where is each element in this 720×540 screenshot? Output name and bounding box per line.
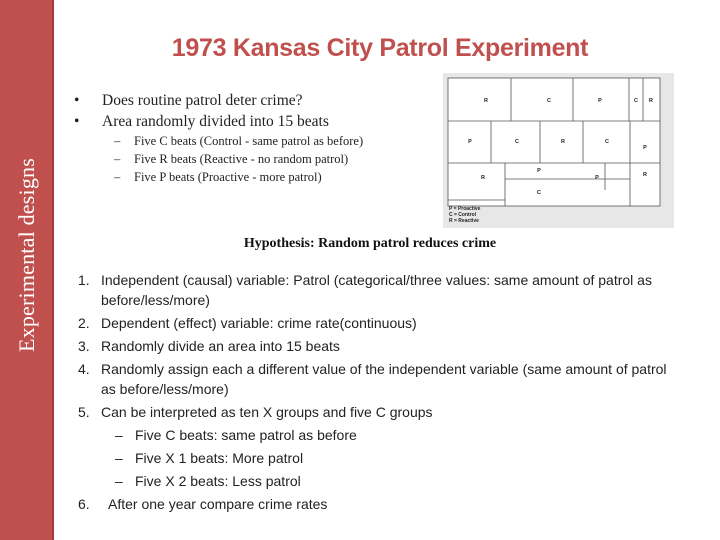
sub-list-dash: – [115, 427, 123, 443]
list-item [78, 336, 678, 356]
sub-bullet-dash: – [114, 170, 121, 184]
bullet-text: Area randomly divided into 15 beats [102, 113, 329, 130]
bullet-item [74, 111, 444, 132]
sub-bullet-text: Five C beats (Control - same patrol as before) [134, 134, 364, 148]
sidebar [0, 0, 54, 540]
bullet-item [74, 90, 444, 111]
sub-bullet-item [74, 132, 444, 150]
beat-label: R [561, 139, 565, 145]
list-number: 5. [78, 404, 90, 420]
sub-list-text: Five X 2 beats: Less patrol [135, 473, 301, 489]
sub-list-dash: – [115, 450, 123, 466]
beat-label: P [537, 168, 541, 174]
bullet-dot: • [74, 113, 80, 130]
beat-label: R [643, 172, 647, 178]
list-number: 2. [78, 315, 90, 331]
beat-label: C [515, 139, 519, 145]
sub-bullet-item [74, 168, 444, 186]
legend-item: P = Proactive [449, 206, 481, 212]
beat-label: C [547, 98, 551, 104]
sub-list-dash: – [115, 473, 123, 489]
sub-bullet-dash: – [114, 152, 121, 166]
sub-bullet-text: Five R beats (Reactive - no random patrol) [134, 152, 349, 166]
beat-label: C [634, 98, 638, 104]
list-number: 1. [78, 272, 90, 288]
sub-list-text: Five C beats: same patrol as before [135, 427, 357, 443]
hypothesis-heading: Hypothesis: Random patrol reduces crime [243, 236, 497, 251]
sub-list-item [78, 425, 678, 445]
numbered-list [78, 270, 678, 514]
list-number: 4. [78, 361, 90, 377]
sub-bullet-dash: – [114, 134, 121, 148]
sub-list-item [78, 471, 678, 491]
legend-item: C = Control [449, 212, 477, 218]
sub-list-item [78, 448, 678, 468]
beat-map [443, 73, 674, 228]
list-item [78, 359, 678, 399]
legend-item: R = Reactive [449, 218, 479, 224]
list-item [78, 402, 678, 422]
sub-list-text: Five X 1 beats: More patrol [135, 450, 304, 466]
beat-label: P [595, 175, 599, 181]
list-number: 6. [78, 496, 90, 512]
list-text: Independent (causal) variable: Patrol (categorical/three values: same amount of patrol as before/less/more) [101, 272, 652, 308]
bullet-dot: • [74, 92, 80, 109]
list-text: Can be interpreted as ten X groups and five C groups [101, 404, 433, 420]
list-item [78, 494, 678, 514]
list-number: 3. [78, 338, 90, 354]
beat-label: P [598, 98, 602, 104]
beat-label: P [643, 145, 647, 151]
slide-title: 1973 Kansas City Patrol Experiment [171, 34, 589, 62]
list-text: Randomly assign each a different value of the independent variable (same amount of patrol as before/less/more) [101, 361, 667, 397]
beat-label: C [605, 139, 609, 145]
list-text: Randomly divide an area into 15 beats [101, 338, 340, 354]
list-text: After one year compare crime rates [108, 496, 328, 512]
beat-map-image [443, 73, 674, 228]
list-text: Dependent (effect) variable: crime rate(continuous) [101, 315, 417, 331]
beat-label: P [468, 139, 472, 145]
beat-label: R [481, 175, 485, 181]
beat-label: R [649, 98, 653, 104]
list-item [78, 313, 678, 333]
sidebar-title: Experimental designs [14, 157, 39, 353]
sub-bullet-text: Five P beats (Proactive - more patrol) [134, 170, 322, 184]
sub-bullet-item [74, 150, 444, 168]
map-legend [449, 206, 481, 224]
bullet-list [74, 90, 444, 186]
list-item [78, 270, 678, 310]
beat-label: R [484, 98, 488, 104]
map-outline [448, 78, 660, 206]
bullet-text: Does routine patrol deter crime? [102, 92, 303, 109]
beat-label: C [537, 190, 541, 196]
